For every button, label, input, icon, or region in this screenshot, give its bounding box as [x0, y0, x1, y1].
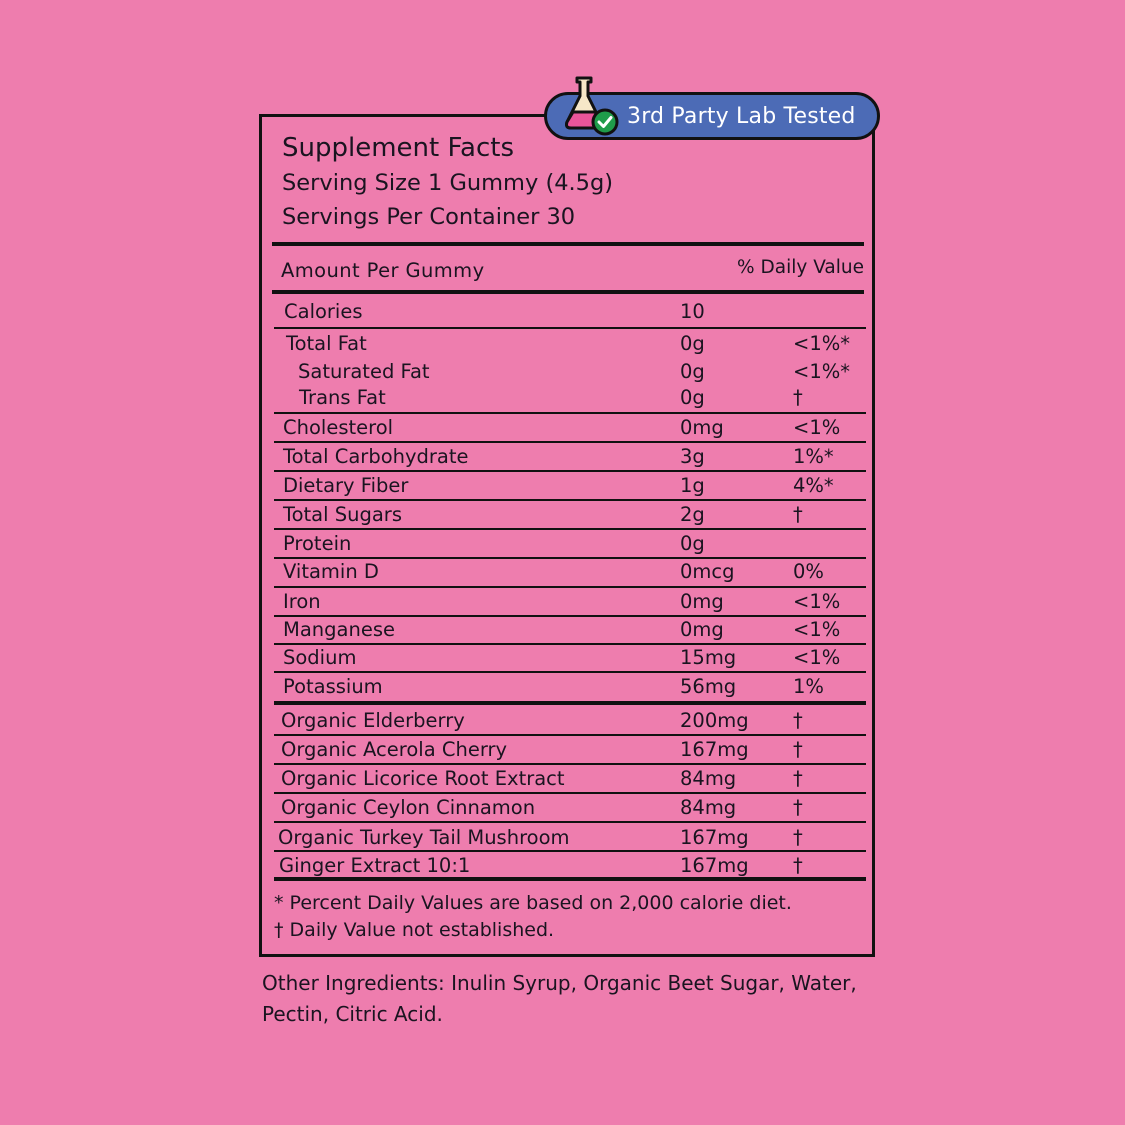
ingredient-name: Organic Licorice Root Extract	[281, 767, 565, 790]
nutrient-dv: 1%*	[793, 445, 834, 468]
nutrient-dv: 0%	[793, 560, 824, 583]
servings-per-container: Servings Per Container 30	[282, 204, 576, 230]
nutrient-dv: <1%	[793, 618, 841, 641]
row-divider	[274, 615, 866, 617]
ingredient-amount: 167mg	[680, 738, 749, 761]
row-divider	[274, 850, 866, 852]
row-divider	[274, 643, 866, 645]
ingredient-name: Organic Acerola Cherry	[281, 738, 508, 761]
badge-label: 3rd Party Lab Tested	[627, 104, 856, 129]
nutrient-amount: 0mg	[680, 416, 724, 439]
nutrient-amount: 0g	[680, 360, 705, 383]
ingredient-name: Organic Turkey Tail Mushroom	[278, 826, 570, 849]
divider-thick	[272, 242, 864, 246]
other-ingredients: Other Ingredients: Inulin Syrup, Organic Beet Sugar, Water, Pectin, Citric Acid.	[262, 971, 857, 1026]
daily-value-label: % Daily Value	[737, 257, 864, 278]
row-divider	[274, 557, 866, 559]
nutrient-dv: †	[793, 503, 803, 526]
row-divider	[274, 671, 866, 673]
nutrient-amount: 0mg	[680, 618, 724, 641]
row-divider	[274, 327, 866, 329]
serving-size: Serving Size 1 Gummy (4.5g)	[282, 170, 614, 196]
row-divider	[274, 470, 866, 472]
not-established-footnote: † Daily Value not established.	[274, 919, 555, 941]
nutrient-name: Potassium	[283, 675, 383, 698]
row-divider	[274, 734, 866, 736]
ingredient-amount: 167mg	[680, 826, 749, 849]
row-divider	[274, 441, 866, 443]
ingredient-amount: 167mg	[680, 854, 749, 877]
nutrient-name: Cholesterol	[283, 416, 394, 439]
nutrient-dv: <1%*	[793, 332, 851, 355]
divider-thick	[272, 290, 864, 294]
ingredient-dv: †	[793, 796, 803, 819]
nutrient-name: Calories	[284, 300, 363, 323]
ingredient-dv: †	[793, 709, 803, 732]
nutrient-dv: <1%*	[793, 360, 851, 383]
nutrient-name: Total Fat	[286, 332, 367, 355]
nutrient-amount: 1g	[680, 474, 705, 497]
ingredient-dv: †	[793, 854, 803, 877]
nutrient-amount: 0g	[680, 332, 705, 355]
nutrient-dv: <1%	[793, 646, 841, 669]
nutrient-name: Manganese	[283, 618, 395, 641]
ingredient-amount: 84mg	[680, 796, 737, 819]
row-divider	[274, 412, 866, 414]
nutrient-name: Trans Fat	[299, 386, 386, 409]
row-divider	[274, 528, 866, 530]
nutrient-amount: 15mg	[680, 646, 737, 669]
nutrient-amount: 10	[680, 300, 705, 323]
nutrient-amount: 0mcg	[680, 560, 735, 583]
ingredient-name: Organic Ceylon Cinnamon	[281, 796, 536, 819]
flask-check-icon	[557, 72, 627, 138]
nutrient-amount: 0g	[680, 386, 705, 409]
nutrient-name: Total Carbohydrate	[283, 445, 469, 468]
nutrient-dv: <1%	[793, 590, 841, 613]
nutrient-amount: 0mg	[680, 590, 724, 613]
ingredient-amount: 200mg	[680, 709, 749, 732]
nutrient-name: Dietary Fiber	[283, 474, 409, 497]
ingredient-name: Organic Elderberry	[281, 709, 465, 732]
nutrient-amount: 56mg	[680, 675, 737, 698]
nutrient-name: Vitamin D	[283, 560, 379, 583]
ingredient-dv: †	[793, 767, 803, 790]
ingredient-dv: †	[793, 738, 803, 761]
ingredient-dv: †	[793, 826, 803, 849]
nutrient-dv: <1%	[793, 416, 841, 439]
ingredient-name: Ginger Extract 10:1	[279, 854, 471, 877]
nutrient-amount: 0g	[680, 532, 705, 555]
divider-thick	[274, 877, 866, 881]
nutrient-name: Total Sugars	[283, 503, 402, 526]
daily-values-footnote: * Percent Daily Values are based on 2,000 calorie diet.	[274, 892, 792, 914]
ingredient-amount: 84mg	[680, 767, 737, 790]
nutrient-amount: 2g	[680, 503, 705, 526]
row-divider	[274, 499, 866, 501]
nutrient-name: Saturated Fat	[298, 360, 430, 383]
amount-per-label: Amount Per Gummy	[281, 259, 485, 282]
panel-title: Supplement Facts	[282, 133, 515, 163]
nutrient-dv: 1%	[793, 675, 824, 698]
nutrient-dv: †	[793, 386, 803, 409]
row-divider	[274, 763, 866, 765]
nutrient-name: Iron	[283, 590, 321, 613]
row-divider	[274, 821, 866, 823]
row-divider	[274, 586, 866, 588]
nutrient-name: Sodium	[283, 646, 357, 669]
nutrient-amount: 3g	[680, 445, 705, 468]
nutrient-dv: 4%*	[793, 474, 834, 497]
nutrient-name: Protein	[283, 532, 352, 555]
row-divider	[274, 792, 866, 794]
divider-thick	[274, 701, 866, 705]
